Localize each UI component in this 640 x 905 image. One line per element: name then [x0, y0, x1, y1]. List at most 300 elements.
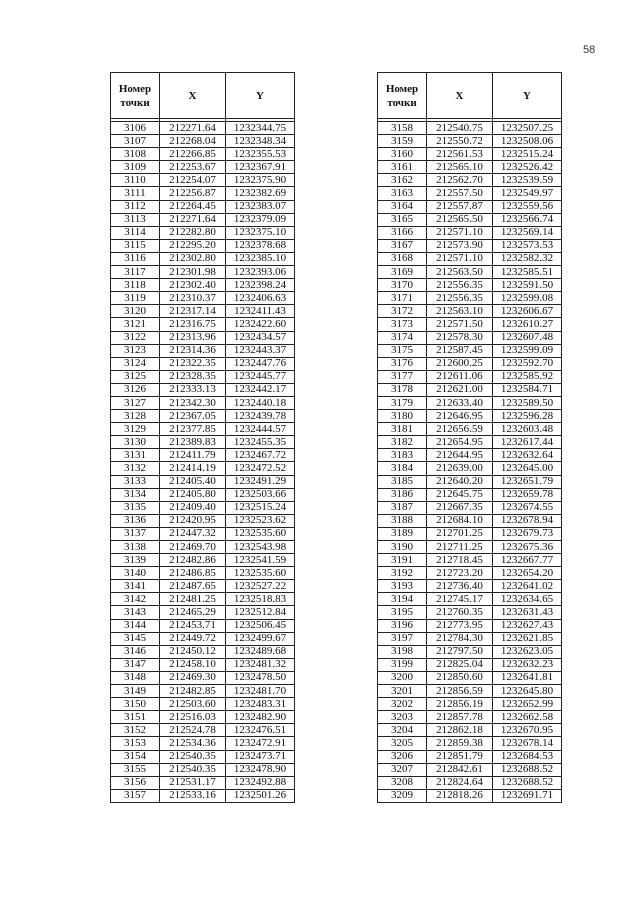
point-number-cell: 3148 [111, 671, 160, 684]
table-row [111, 383, 295, 396]
x-coordinate-cell: 212571.10 [427, 252, 493, 265]
x-coordinate-cell: 212256.87 [160, 187, 226, 200]
y-coordinate-cell: 1232541.59 [226, 554, 295, 567]
y-coordinate-cell: 1232447.76 [226, 357, 295, 370]
point-number-cell: 3198 [378, 645, 427, 658]
point-number-cell: 3197 [378, 632, 427, 645]
x-coordinate-cell: 212745.17 [427, 593, 493, 606]
x-coordinate-cell: 212449.72 [160, 632, 226, 645]
x-coordinate-cell: 212711.25 [427, 541, 493, 554]
point-number-cell: 3195 [378, 606, 427, 619]
x-coordinate-cell: 212377.85 [160, 423, 226, 436]
table-row [111, 148, 295, 161]
x-coordinate-cell: 212271.64 [160, 122, 226, 135]
y-coordinate-cell: 1232375.90 [226, 174, 295, 187]
y-coordinate-cell: 1232378.68 [226, 239, 295, 252]
table-row [378, 187, 562, 200]
y-coordinate-cell: 1232621.85 [493, 632, 562, 645]
table-row [111, 776, 295, 789]
table-row [378, 410, 562, 423]
y-coordinate-cell: 1232518.83 [226, 593, 295, 606]
table-row [378, 724, 562, 737]
coordinates-table-right [377, 72, 562, 803]
point-number-cell: 3141 [111, 580, 160, 593]
x-coordinate-cell: 212621.00 [427, 383, 493, 396]
point-number-cell: 3145 [111, 632, 160, 645]
x-coordinate-cell: 212550.72 [427, 135, 493, 148]
header-point-number: Номер точки [378, 73, 427, 119]
point-number-cell: 3115 [111, 239, 160, 252]
x-coordinate-cell: 212862.18 [427, 724, 493, 737]
point-number-cell: 3168 [378, 252, 427, 265]
table-row [378, 776, 562, 789]
x-coordinate-cell: 212469.70 [160, 541, 226, 554]
point-number-cell: 3116 [111, 252, 160, 265]
table-row [111, 750, 295, 763]
x-coordinate-cell: 212533.16 [160, 789, 226, 802]
y-coordinate-cell: 1232515.24 [226, 501, 295, 514]
y-coordinate-cell: 1232674.55 [493, 501, 562, 514]
x-coordinate-cell: 212571.50 [427, 318, 493, 331]
table-row [378, 593, 562, 606]
x-coordinate-cell: 212313.96 [160, 331, 226, 344]
y-coordinate-cell: 1232591.50 [493, 279, 562, 292]
y-coordinate-cell: 1232455.35 [226, 436, 295, 449]
point-number-cell: 3187 [378, 501, 427, 514]
y-coordinate-cell: 1232442.17 [226, 383, 295, 396]
point-number-cell: 3188 [378, 514, 427, 527]
point-number-cell: 3124 [111, 357, 160, 370]
table-row [111, 711, 295, 724]
y-coordinate-cell: 1232585.92 [493, 370, 562, 383]
point-number-cell: 3109 [111, 161, 160, 174]
y-coordinate-cell: 1232641.81 [493, 671, 562, 684]
x-coordinate-cell: 212524.78 [160, 724, 226, 737]
y-coordinate-cell: 1232684.53 [493, 750, 562, 763]
table-row [111, 632, 295, 645]
x-coordinate-cell: 212701.25 [427, 527, 493, 540]
y-coordinate-cell: 1232617.44 [493, 436, 562, 449]
x-coordinate-cell: 212447.32 [160, 527, 226, 540]
y-coordinate-cell: 1232434.57 [226, 331, 295, 344]
table-row [111, 213, 295, 226]
table-row [111, 593, 295, 606]
x-coordinate-cell: 212295.20 [160, 239, 226, 252]
table-row [378, 698, 562, 711]
x-coordinate-cell: 212859.38 [427, 737, 493, 750]
y-coordinate-cell: 1232473.71 [226, 750, 295, 763]
table-row [378, 567, 562, 580]
point-number-cell: 3130 [111, 436, 160, 449]
y-coordinate-cell: 1232422.60 [226, 318, 295, 331]
table-row [111, 763, 295, 776]
y-coordinate-cell: 1232641.02 [493, 580, 562, 593]
y-coordinate-cell: 1232535.60 [226, 567, 295, 580]
point-number-cell: 3114 [111, 226, 160, 239]
x-coordinate-cell: 212561.53 [427, 148, 493, 161]
x-coordinate-cell: 212531.17 [160, 776, 226, 789]
table-row [111, 514, 295, 527]
x-coordinate-cell: 212600.25 [427, 357, 493, 370]
x-coordinate-cell: 212565.50 [427, 213, 493, 226]
point-number-cell: 3132 [111, 462, 160, 475]
point-number-cell: 3163 [378, 187, 427, 200]
y-coordinate-cell: 1232445.77 [226, 370, 295, 383]
x-coordinate-cell: 212797.50 [427, 645, 493, 658]
y-coordinate-cell: 1232585.51 [493, 266, 562, 279]
table-row [378, 658, 562, 671]
x-coordinate-cell: 212322.35 [160, 357, 226, 370]
x-coordinate-cell: 212557.50 [427, 187, 493, 200]
page-number: 58 [583, 44, 596, 56]
y-coordinate-cell: 1232543.98 [226, 541, 295, 554]
table-row [378, 488, 562, 501]
y-coordinate-cell: 1232559.56 [493, 200, 562, 213]
table-row [378, 475, 562, 488]
y-coordinate-cell: 1232439.78 [226, 410, 295, 423]
x-coordinate-cell: 212644.95 [427, 449, 493, 462]
table-row [378, 344, 562, 357]
point-number-cell: 3122 [111, 331, 160, 344]
point-number-cell: 3186 [378, 488, 427, 501]
x-coordinate-cell: 212405.80 [160, 488, 226, 501]
table-row [378, 318, 562, 331]
point-number-cell: 3151 [111, 711, 160, 724]
table-row [378, 671, 562, 684]
x-coordinate-cell: 212469.30 [160, 671, 226, 684]
y-coordinate-cell: 1232599.08 [493, 292, 562, 305]
x-coordinate-cell: 212639.00 [427, 462, 493, 475]
y-coordinate-cell: 1232566.74 [493, 213, 562, 226]
point-number-cell: 3134 [111, 488, 160, 501]
table-row [111, 789, 295, 802]
x-coordinate-cell: 212573.90 [427, 239, 493, 252]
point-number-cell: 3167 [378, 239, 427, 252]
table-row [111, 685, 295, 698]
table-header-row [378, 73, 562, 119]
x-coordinate-cell: 212540.35 [160, 750, 226, 763]
y-coordinate-cell: 1232596.28 [493, 410, 562, 423]
point-number-cell: 3201 [378, 685, 427, 698]
point-number-cell: 3189 [378, 527, 427, 540]
header-y: Y [493, 73, 562, 119]
point-number-cell: 3173 [378, 318, 427, 331]
y-coordinate-cell: 1232584.71 [493, 383, 562, 396]
table-row [111, 135, 295, 148]
point-number-cell: 3158 [378, 122, 427, 135]
table-row [378, 606, 562, 619]
table-row [111, 252, 295, 265]
table-row [111, 187, 295, 200]
point-number-cell: 3205 [378, 737, 427, 750]
table-row [378, 357, 562, 370]
y-coordinate-cell: 1232645.00 [493, 462, 562, 475]
table-row [111, 318, 295, 331]
point-number-cell: 3107 [111, 135, 160, 148]
point-number-cell: 3129 [111, 423, 160, 436]
y-coordinate-cell: 1232383.07 [226, 200, 295, 213]
x-coordinate-cell: 212818.26 [427, 789, 493, 802]
table-row [378, 580, 562, 593]
table-row [111, 161, 295, 174]
x-coordinate-cell: 212487.65 [160, 580, 226, 593]
y-coordinate-cell: 1232515.24 [493, 148, 562, 161]
point-number-cell: 3164 [378, 200, 427, 213]
table-row [111, 305, 295, 318]
point-number-cell: 3118 [111, 279, 160, 292]
y-coordinate-cell: 1232483.31 [226, 698, 295, 711]
point-number-cell: 3202 [378, 698, 427, 711]
point-number-cell: 3121 [111, 318, 160, 331]
table-row [111, 396, 295, 409]
x-coordinate-cell: 212271.64 [160, 213, 226, 226]
point-number-cell: 3144 [111, 619, 160, 632]
table-row [111, 239, 295, 252]
table-row [111, 541, 295, 554]
point-number-cell: 3206 [378, 750, 427, 763]
point-number-cell: 3169 [378, 266, 427, 279]
y-coordinate-cell: 1232367.91 [226, 161, 295, 174]
y-coordinate-cell: 1232355.53 [226, 148, 295, 161]
x-coordinate-cell: 212562.70 [427, 174, 493, 187]
x-coordinate-cell: 212563.10 [427, 305, 493, 318]
table-row [111, 174, 295, 187]
table-row [111, 357, 295, 370]
x-coordinate-cell: 212414.19 [160, 462, 226, 475]
x-coordinate-cell: 212736.40 [427, 580, 493, 593]
x-coordinate-cell: 212611.06 [427, 370, 493, 383]
table-row [111, 501, 295, 514]
y-coordinate-cell: 1232472.91 [226, 737, 295, 750]
point-number-cell: 3200 [378, 671, 427, 684]
table-row [378, 279, 562, 292]
table-row [111, 462, 295, 475]
point-number-cell: 3117 [111, 266, 160, 279]
x-coordinate-cell: 212328.35 [160, 370, 226, 383]
point-number-cell: 3147 [111, 658, 160, 671]
table-row [378, 213, 562, 226]
x-coordinate-cell: 212640.20 [427, 475, 493, 488]
x-coordinate-cell: 212565.10 [427, 161, 493, 174]
y-coordinate-cell: 1232527.22 [226, 580, 295, 593]
x-coordinate-cell: 212563.50 [427, 266, 493, 279]
point-number-cell: 3208 [378, 776, 427, 789]
x-coordinate-cell: 212842.61 [427, 763, 493, 776]
table-row [111, 475, 295, 488]
point-number-cell: 3113 [111, 213, 160, 226]
table-row [111, 527, 295, 540]
table-row [111, 410, 295, 423]
table-row [111, 200, 295, 213]
x-coordinate-cell: 212556.35 [427, 292, 493, 305]
y-coordinate-cell: 1232539.59 [493, 174, 562, 187]
y-coordinate-cell: 1232589.50 [493, 396, 562, 409]
table-row [111, 449, 295, 462]
coordinates-table-left [110, 72, 295, 803]
point-number-cell: 3203 [378, 711, 427, 724]
x-coordinate-cell: 212405.40 [160, 475, 226, 488]
x-coordinate-cell: 212453.71 [160, 619, 226, 632]
point-number-cell: 3156 [111, 776, 160, 789]
x-coordinate-cell: 212856.19 [427, 698, 493, 711]
y-coordinate-cell: 1232526.42 [493, 161, 562, 174]
x-coordinate-cell: 212646.95 [427, 410, 493, 423]
point-number-cell: 3209 [378, 789, 427, 802]
point-number-cell: 3143 [111, 606, 160, 619]
point-number-cell: 3112 [111, 200, 160, 213]
y-coordinate-cell: 1232632.64 [493, 449, 562, 462]
x-coordinate-cell: 212486.85 [160, 567, 226, 580]
x-coordinate-cell: 212557.87 [427, 200, 493, 213]
y-coordinate-cell: 1232406.63 [226, 292, 295, 305]
point-number-cell: 3175 [378, 344, 427, 357]
x-coordinate-cell: 212317.14 [160, 305, 226, 318]
point-number-cell: 3179 [378, 396, 427, 409]
point-number-cell: 3139 [111, 554, 160, 567]
x-coordinate-cell: 212516.03 [160, 711, 226, 724]
table-row [378, 449, 562, 462]
point-number-cell: 3177 [378, 370, 427, 383]
table-row [111, 737, 295, 750]
y-coordinate-cell: 1232489.68 [226, 645, 295, 658]
y-coordinate-cell: 1232678.94 [493, 514, 562, 527]
x-coordinate-cell: 212314.36 [160, 344, 226, 357]
y-coordinate-cell: 1232503.66 [226, 488, 295, 501]
table-row [378, 370, 562, 383]
table-row [378, 462, 562, 475]
point-number-cell: 3180 [378, 410, 427, 423]
point-number-cell: 3110 [111, 174, 160, 187]
table-row [378, 789, 562, 802]
table-row [378, 554, 562, 567]
x-coordinate-cell: 212482.86 [160, 554, 226, 567]
y-coordinate-cell: 1232679.73 [493, 527, 562, 540]
x-coordinate-cell: 212534.36 [160, 737, 226, 750]
table-row [378, 161, 562, 174]
table-row [378, 763, 562, 776]
x-coordinate-cell: 212310.37 [160, 292, 226, 305]
y-coordinate-cell: 1232444.57 [226, 423, 295, 436]
y-coordinate-cell: 1232482.90 [226, 711, 295, 724]
point-number-cell: 3183 [378, 449, 427, 462]
x-coordinate-cell: 212301.98 [160, 266, 226, 279]
x-coordinate-cell: 212571.10 [427, 226, 493, 239]
header-x: X [427, 73, 493, 119]
table-body [378, 119, 562, 803]
y-coordinate-cell: 1232478.50 [226, 671, 295, 684]
point-number-cell: 3120 [111, 305, 160, 318]
point-number-cell: 3128 [111, 410, 160, 423]
point-number-cell: 3155 [111, 763, 160, 776]
point-number-cell: 3149 [111, 685, 160, 698]
header-y: Y [226, 73, 295, 119]
point-number-cell: 3162 [378, 174, 427, 187]
y-coordinate-cell: 1232375.10 [226, 226, 295, 239]
x-coordinate-cell: 212587.45 [427, 344, 493, 357]
x-coordinate-cell: 212389.83 [160, 436, 226, 449]
point-number-cell: 3160 [378, 148, 427, 161]
y-coordinate-cell: 1232652.99 [493, 698, 562, 711]
x-coordinate-cell: 212268.04 [160, 135, 226, 148]
table-row [111, 671, 295, 684]
point-number-cell: 3153 [111, 737, 160, 750]
point-number-cell: 3171 [378, 292, 427, 305]
point-number-cell: 3185 [378, 475, 427, 488]
y-coordinate-cell: 1232535.60 [226, 527, 295, 540]
x-coordinate-cell: 212633.40 [427, 396, 493, 409]
table-row [378, 619, 562, 632]
x-coordinate-cell: 212851.79 [427, 750, 493, 763]
y-coordinate-cell: 1232645.80 [493, 685, 562, 698]
y-coordinate-cell: 1232610.27 [493, 318, 562, 331]
y-coordinate-cell: 1232632.23 [493, 658, 562, 671]
y-coordinate-cell: 1232670.95 [493, 724, 562, 737]
point-number-cell: 3150 [111, 698, 160, 711]
y-coordinate-cell: 1232667.77 [493, 554, 562, 567]
point-number-cell: 3207 [378, 763, 427, 776]
table-row [111, 658, 295, 671]
point-number-cell: 3196 [378, 619, 427, 632]
y-coordinate-cell: 1232549.97 [493, 187, 562, 200]
table-row [111, 122, 295, 135]
table-row [111, 698, 295, 711]
x-coordinate-cell: 212540.75 [427, 122, 493, 135]
x-coordinate-cell: 212645.75 [427, 488, 493, 501]
x-coordinate-cell: 212656.59 [427, 423, 493, 436]
point-number-cell: 3204 [378, 724, 427, 737]
table-row [111, 645, 295, 658]
point-number-cell: 3159 [378, 135, 427, 148]
table-row [378, 226, 562, 239]
y-coordinate-cell: 1232492.88 [226, 776, 295, 789]
x-coordinate-cell: 212333.13 [160, 383, 226, 396]
y-coordinate-cell: 1232507.25 [493, 122, 562, 135]
x-coordinate-cell: 212856.59 [427, 685, 493, 698]
table-row [111, 606, 295, 619]
point-number-cell: 3127 [111, 396, 160, 409]
y-coordinate-cell: 1232440.18 [226, 396, 295, 409]
y-coordinate-cell: 1232523.62 [226, 514, 295, 527]
y-coordinate-cell: 1232688.52 [493, 763, 562, 776]
point-number-cell: 3190 [378, 541, 427, 554]
table-row [378, 711, 562, 724]
x-coordinate-cell: 212654.95 [427, 436, 493, 449]
table-row [378, 135, 562, 148]
x-coordinate-cell: 212302.40 [160, 279, 226, 292]
point-number-cell: 3126 [111, 383, 160, 396]
table-row [378, 750, 562, 763]
y-coordinate-cell: 1232569.14 [493, 226, 562, 239]
table-row [111, 580, 295, 593]
y-coordinate-cell: 1232472.52 [226, 462, 295, 475]
table-row [378, 632, 562, 645]
x-coordinate-cell: 212482.85 [160, 685, 226, 698]
y-coordinate-cell: 1232508.06 [493, 135, 562, 148]
x-coordinate-cell: 212503.60 [160, 698, 226, 711]
table-row [378, 266, 562, 279]
table-row [378, 174, 562, 187]
point-number-cell: 3108 [111, 148, 160, 161]
table-row [378, 200, 562, 213]
point-number-cell: 3192 [378, 567, 427, 580]
y-coordinate-cell: 1232662.58 [493, 711, 562, 724]
y-coordinate-cell: 1232678.14 [493, 737, 562, 750]
x-coordinate-cell: 212302.80 [160, 252, 226, 265]
table-row [378, 331, 562, 344]
y-coordinate-cell: 1232654.20 [493, 567, 562, 580]
x-coordinate-cell: 212578.30 [427, 331, 493, 344]
y-coordinate-cell: 1232476.51 [226, 724, 295, 737]
